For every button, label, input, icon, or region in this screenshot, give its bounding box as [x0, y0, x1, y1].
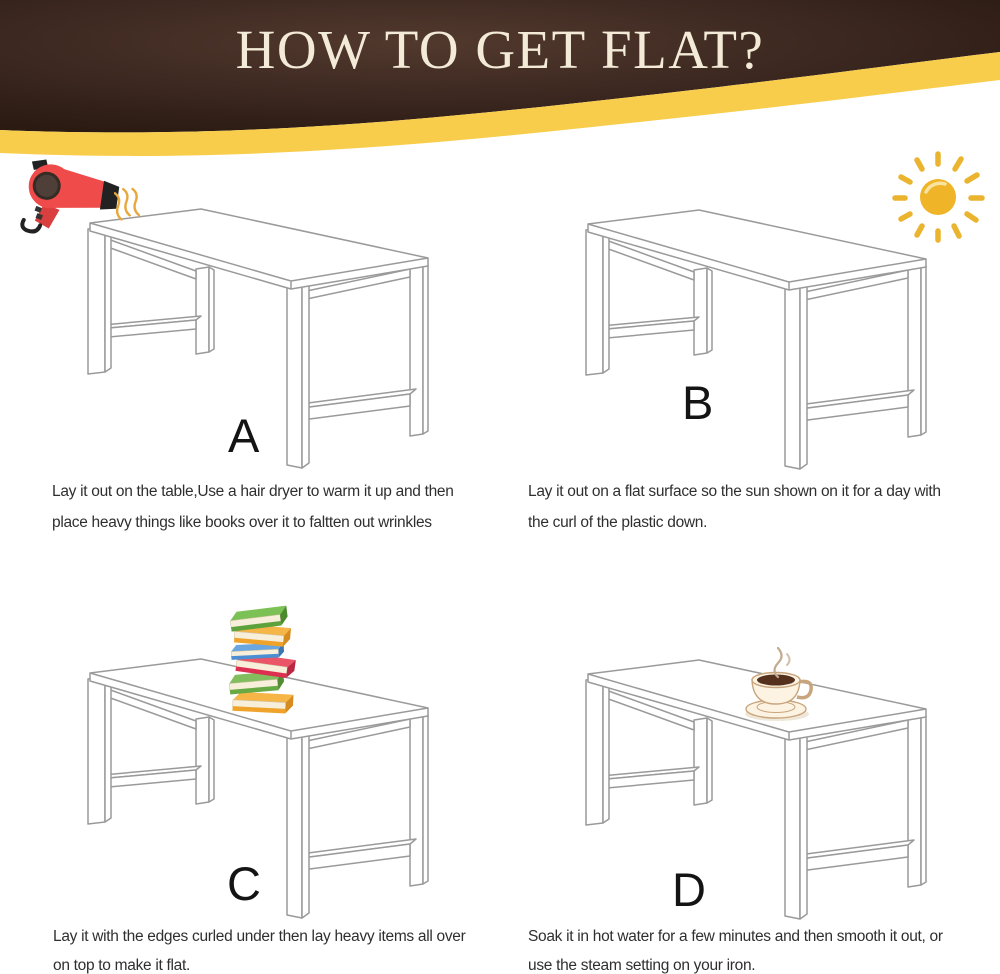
section-label-b: B — [682, 376, 714, 429]
table-illustration-b — [576, 197, 936, 482]
caption-a — [52, 476, 454, 538]
heat-waves-icon — [114, 186, 146, 226]
caption-b-line-2: the curl of the plastic down. — [528, 514, 708, 531]
caption-c-line-2: on top to make it flat. — [53, 957, 190, 974]
caption-c — [53, 922, 465, 974]
caption-d-line-1: Soak it in hot water for a few minutes and then smooth it out, or — [528, 928, 943, 945]
section-label-c: C — [227, 857, 261, 910]
caption-b-line-1: Lay it out on a flat surface so the sun shown on it for a day with — [528, 483, 941, 500]
caption-c-line-1: Lay it with the edges curled under then lay heavy items all over — [53, 928, 466, 945]
caption-d — [528, 922, 943, 974]
coffee-cup-icon — [730, 642, 825, 727]
page-title: HOW TO GET FLAT? — [235, 19, 765, 80]
hair-dryer-icon — [12, 152, 124, 244]
caption-d-line-2: use the steam setting on your iron. — [528, 957, 756, 974]
section-label-a: A — [228, 409, 260, 462]
section-label-d: D — [672, 863, 706, 916]
book-stack-icon — [222, 600, 304, 725]
caption-a-line-2: place heavy things like books over it to faltten out wrinkles — [52, 514, 432, 531]
caption-b — [528, 476, 941, 538]
caption-a-line-1: Lay it out on the table,Use a hair dryer to warm it up and then — [52, 483, 454, 500]
sun-icon — [890, 150, 986, 246]
